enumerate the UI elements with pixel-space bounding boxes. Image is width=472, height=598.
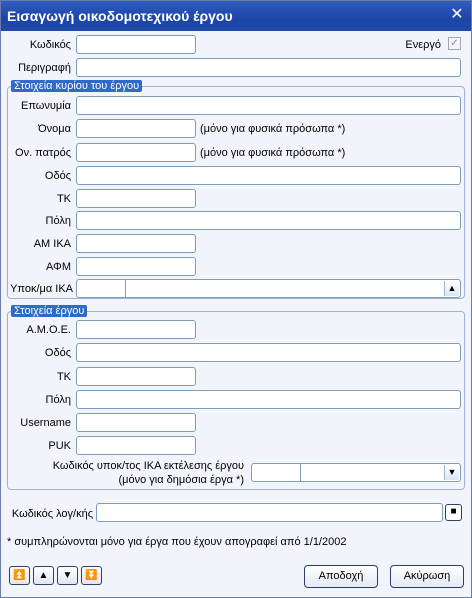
owner-branch-select[interactable] xyxy=(76,279,461,298)
last-record-icon[interactable]: ⏬ xyxy=(81,566,102,585)
dropdown-arrow-icon[interactable]: ▲ xyxy=(444,281,459,296)
description-input[interactable] xyxy=(76,58,461,77)
project-city-input[interactable] xyxy=(76,390,461,409)
project-username-label: Username xyxy=(20,417,71,429)
owner-firstname-input[interactable] xyxy=(76,119,196,138)
owner-afm-input[interactable] xyxy=(76,257,196,276)
owner-father-note: (μόνο για φυσικά πρόσωπα *) xyxy=(200,147,346,159)
account-label: Κωδικός λογ/κής xyxy=(11,508,93,520)
owner-branch-label: Υποκ/μα ΙΚΑ xyxy=(10,283,73,295)
footnote: * συμπληρώνονται μόνο για έργα που έχουν απογραφεί από 1/1/2002 xyxy=(7,536,347,548)
project-branch-exec-label: Κωδικός υποκ/τος ΙΚΑ εκτέλεσης έργου xyxy=(52,460,244,472)
previous-record-icon[interactable]: ▲ xyxy=(33,566,54,585)
project-amoe-input[interactable] xyxy=(76,320,196,339)
owner-father-label: Ον. πατρός xyxy=(15,147,71,159)
project-zip-input[interactable] xyxy=(76,367,196,386)
code-input[interactable] xyxy=(76,35,196,54)
owner-firstname-label: Όνομα xyxy=(38,123,71,135)
project-amoe-label: Α.Μ.Ο.Ε. xyxy=(26,324,71,336)
owner-city-input[interactable] xyxy=(76,211,461,230)
active-checkbox[interactable]: ✓ xyxy=(448,37,461,50)
account-input[interactable] xyxy=(96,503,443,522)
owner-zip-label: ΤΚ xyxy=(56,193,71,205)
owner-zip-input[interactable] xyxy=(76,189,196,208)
first-record-icon[interactable]: ⏫ xyxy=(9,566,30,585)
owner-name-input[interactable] xyxy=(76,96,461,115)
window-title: Εισαγωγή οικοδομοτεχικού έργου xyxy=(7,8,233,24)
owner-ika-input[interactable] xyxy=(76,234,196,253)
dropdown-arrow-icon[interactable]: ▼ xyxy=(444,465,459,480)
ok-button[interactable]: Αποδοχή xyxy=(304,565,378,588)
description-label: Περιγραφή xyxy=(18,62,71,74)
active-label: Ενεργό xyxy=(405,39,441,51)
owner-afm-label: ΑΦΜ xyxy=(46,261,71,273)
owner-street-label: Οδός xyxy=(44,170,71,182)
owner-group-legend: Στοιχεία κυρίου του έργου xyxy=(11,80,142,92)
project-street-input[interactable] xyxy=(76,343,461,362)
lookup-icon[interactable]: ■ xyxy=(445,504,462,521)
cancel-button[interactable]: Ακύρωση xyxy=(390,565,464,588)
project-puk-label: PUK xyxy=(48,440,71,452)
project-street-label: Οδός xyxy=(44,347,71,359)
next-record-icon[interactable]: ▼ xyxy=(57,566,78,585)
owner-ika-label: ΑΜ ΙΚΑ xyxy=(33,238,71,250)
code-label: Κωδικός xyxy=(29,39,71,51)
project-branch-exec-select[interactable] xyxy=(251,463,461,482)
owner-father-input[interactable] xyxy=(76,143,196,162)
project-branch-exec-note: (μόνο για δημόσια έργα *) xyxy=(118,474,244,486)
owner-city-label: Πόλη xyxy=(45,215,71,227)
project-city-label: Πόλη xyxy=(45,394,71,406)
project-zip-label: ΤΚ xyxy=(56,371,71,383)
owner-firstname-note: (μόνο για φυσικά πρόσωπα *) xyxy=(200,123,346,135)
close-icon[interactable]: ✕ xyxy=(450,6,464,23)
title-bar[interactable] xyxy=(1,1,471,31)
project-group-legend: Στοιχεία έργου xyxy=(11,305,87,317)
project-puk-input[interactable] xyxy=(76,436,196,455)
project-username-input[interactable] xyxy=(76,413,196,432)
owner-name-label: Επωνυμία xyxy=(20,100,71,112)
owner-street-input[interactable] xyxy=(76,166,461,185)
